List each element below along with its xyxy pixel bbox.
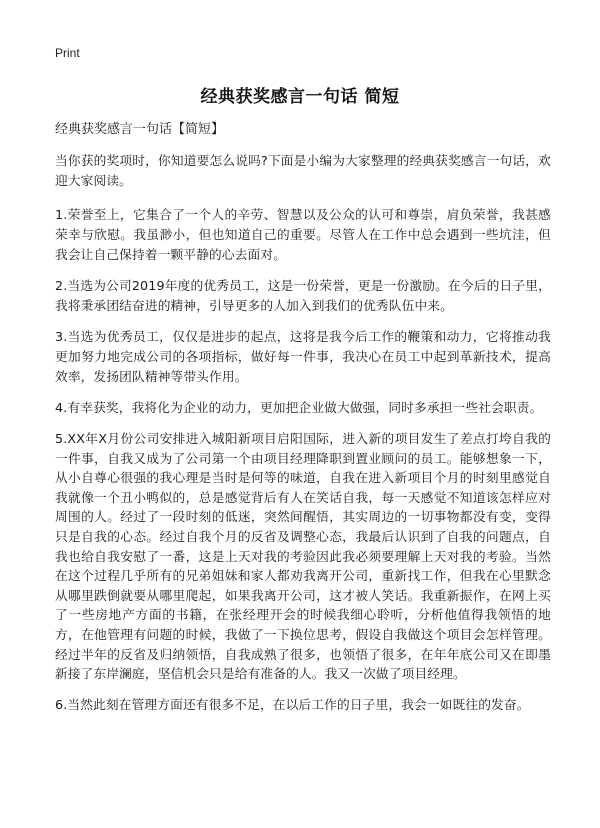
- paragraph-3: 3.当选为优秀员工，仅仅是进步的起点，这将是我今后工作的鞭策和动力，它将推动我更加努力地完成公司的各项指标，做好每一件事，我决心在员工中起到革新技术，提高效率，发扬团队精神等带头作用。: [55, 329, 551, 384]
- paragraph-4: 4.有幸获奖，我将化为企业的动力，更加把企业做大做强，同时多承担一些社会职责。: [55, 400, 543, 415]
- paragraph-1: 1.荣誉至上，它集合了一个人的辛劳、智慧以及公众的认可和尊崇，肩负荣誉，我甚感荣幸与欣慰。我虽渺小，但也知道自己的重要。尽管人在工作中总会遇到一些坑洼，但我会让自己保持着一颗平静的心去面对。: [55, 207, 551, 262]
- print-link[interactable]: Print: [55, 46, 80, 60]
- article-body: [55, 120, 551, 726]
- paragraph-2: 2.当选为公司2019年度的优秀员工，这是一份荣誉，更是一份激励。在今后的日子里，我将秉承团结奋进的精神，引导更多的人加入到我们的优秀队伍中来。: [55, 278, 551, 313]
- paragraph-intro: 当你获的奖项时，你知道要怎么说吗?下面是小编为大家整理的经典获奖感言一句话，欢迎大家阅读。: [55, 153, 551, 188]
- article-subtitle: 经典获奖感言一句话【简短】: [55, 122, 225, 137]
- paragraph-6: 6.当然此刻在管理方面还有很多不足，在以后工作的日子里，我会一如既往的发奋。: [55, 696, 530, 712]
- page-title: 经典获奖感言一句话 简短: [200, 87, 400, 107]
- paragraph-5: 5.XX年X月份公司安排进入城阳新项目启阳国际，进入新的项目发生了差点打垮自我的一件事，自我又成为了公司第一个由项目经理降职到置业顾问的员工。能够想象一下，从小自尊心很强的我心理是当时是何等的味道，自我在进入新项目个月的时刻里感觉自我就像一个丑小鸭似的，总是感觉背后有人在笑话自我，每一天感觉不知道该怎样应对周围的人。经过了一段时刻的低迷，突然间醒悟，其实周边的一切事物都没有变，变得只是自我的心态。经过自我个月的反省及调整心态，我最后认识到了自我的问题点，自我也给自我安慰了一番，这是上天对我的考验因此我必须要理解上天对我的考验。当然在这个过程几乎所有的兄弟姐妹和家人都劝我离开公司，重新找工作，但我在心里默念从哪里跌倒就要从哪里爬起，如果我离开公司，这才被人笑话。我重新振作，在网上买了一些房地产方面的书籍，在张经理开会的时候我细心聆听，分析他值得我领悟的地方，在他管理有问题的时候，我做了一下换位思考，假设自我做这个项目会怎样管理。经过半年的反省及归纳领悟，自我成熟了很多，也领悟了很多，在年年底公司又在即墨新接了东岸澜庭，坚信机会只是给有准备的人。我又一次做了项目经理。: [55, 431, 551, 682]
